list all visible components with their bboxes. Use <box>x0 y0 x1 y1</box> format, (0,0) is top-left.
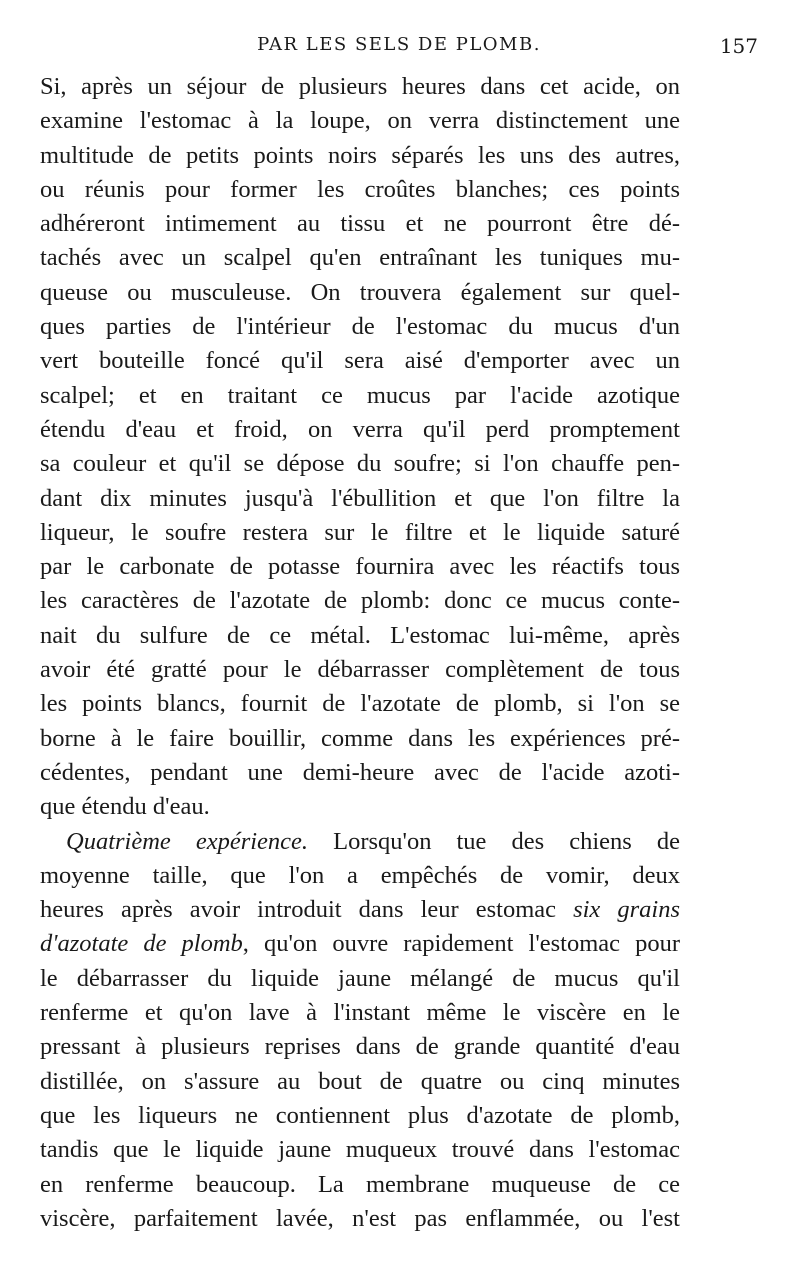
paragraph-2 <box>40 825 680 1237</box>
text-line: le débarrasser du liquide jaune mélangé de mucus qu'il <box>40 964 680 992</box>
text-line: liqueur, le soufre restera sur le filtre et le liquide saturé <box>40 518 680 546</box>
text-span: , qu'on ouvre rapidement l'estomac pour <box>242 930 680 958</box>
text-line: renferme et qu'on lave à l'instant même le viscère en le <box>40 999 680 1027</box>
text-line: avoir été gratté pour le débarrasser complètement de tous <box>40 656 680 684</box>
text-line: que étendu d'eau. <box>40 793 210 821</box>
paragraph-1 <box>40 70 680 825</box>
text-line: ques parties de l'intérieur de l'estomac du mucus d'un <box>40 313 680 341</box>
experiment-heading: Quatrième expérience. <box>66 827 309 855</box>
text-line: adhéreront intimement au tissu et ne pourront être dé- <box>40 210 680 238</box>
text-line: pressant à plusieurs reprises dans de grande quantité d'eau <box>40 1033 680 1061</box>
text-line: par le carbonate de potasse fournira avec les réactifs tous <box>40 553 680 581</box>
text-line: vert bouteille foncé qu'il sera aisé d'emporter avec un <box>40 347 680 375</box>
text-line: ou réunis pour former les croûtes blanches; ces points <box>40 175 680 203</box>
text-line <box>40 893 680 927</box>
text-line: nait du sulfure de ce métal. L'estomac lui-même, après <box>40 621 680 649</box>
text-line: scalpel; et en traitant ce mucus par l'acide azotique <box>40 381 680 409</box>
text-line: tachés avec un scalpel qu'en entraînant les tuniques mu- <box>40 244 680 272</box>
text-line: moyenne taille, que l'on a empêchés de vomir, deux <box>40 861 680 889</box>
text-line <box>40 825 680 859</box>
text-line: étendu d'eau et froid, on verra qu'il perd promptement <box>40 415 680 443</box>
text-line: que les liqueurs ne contiennent plus d'azotate de plomb, <box>40 1101 680 1129</box>
text-line: queuse ou musculeuse. On trouvera également sur quel- <box>40 278 680 306</box>
page-number: 157 <box>719 34 758 58</box>
text-line: multitude de petits points noirs séparés les uns des autres, <box>40 141 680 169</box>
text-line: sa couleur et qu'il se dépose du soufre; si l'on chauffe pen- <box>40 450 680 478</box>
text-line: examine l'estomac à la loupe, on verra distinctement une <box>40 107 680 135</box>
text-line: Si, après un séjour de plusieurs heures dans cet acide, on <box>40 73 680 100</box>
text-line: en renferme beaucoup. La membrane muqueuse de ce <box>40 1170 680 1198</box>
text-span: heures après avoir introduit dans leur estomac <box>40 896 574 924</box>
text-line: les caractères de l'azotate de plomb: donc ce mucus conte- <box>40 587 680 615</box>
text-line: cédentes, pendant une demi-heure avec de l'acide azoti- <box>40 758 680 786</box>
text-line: les points blancs, fournit de l'azotate de plomb, si l'on se <box>40 690 680 718</box>
text-span: Lorsqu'on tue des chiens de <box>308 827 680 855</box>
text-line: viscère, parfaitement lavée, n'est pas enflammée, ou l'est <box>40 1204 680 1232</box>
text-line: borne à le faire bouillir, comme dans les expériences pré- <box>40 724 680 752</box>
running-title: PAR LES SELS DE PLOMB. <box>257 34 541 55</box>
text-line <box>40 927 680 961</box>
italic-span: d'azotate de plomb <box>40 930 243 958</box>
text-line: distillée, on s'assure au bout de quatre ou cinq minutes <box>40 1067 680 1095</box>
page-header <box>40 30 758 66</box>
italic-span: six grains <box>573 896 680 924</box>
body-text <box>40 70 680 1236</box>
text-line: dant dix minutes jusqu'à l'ébullition et que l'on filtre la <box>40 484 680 512</box>
text-line: tandis que le liquide jaune muqueux trouvé dans l'estomac <box>40 1136 680 1164</box>
